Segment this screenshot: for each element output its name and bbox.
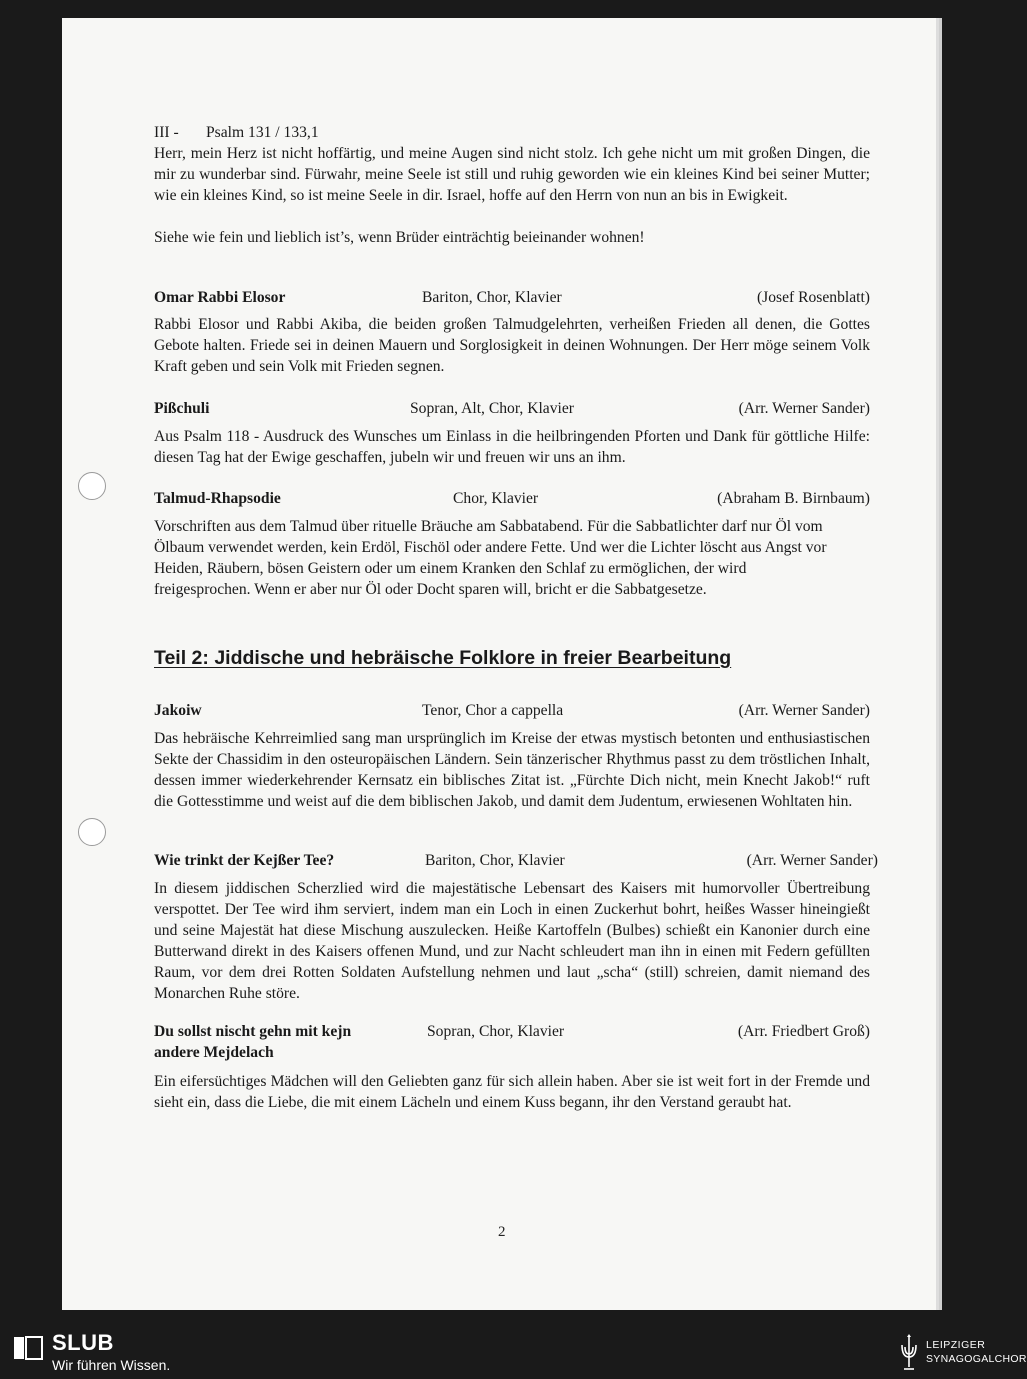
- item-credit: (Arr. Werner Sander): [738, 702, 870, 719]
- page-number: 2: [498, 1224, 506, 1240]
- item-voices: Sopran, Alt, Chor, Klavier: [410, 400, 574, 417]
- item-voices: Bariton, Chor, Klavier: [422, 289, 562, 306]
- item-description: In diesem jiddischen Scherzlied wird die majestätische Lebensart des Kaisers mit humorvoller Übertreibung verspottet. Der Tee wird ihm serviert, indem man ein Loch in einen Zuckerhut bohrt, heißes Wasser hineingießt und seine Majestät hat diese Mischung auszulecken. Heiße Kartoffeln (Bulbes) schießt ein Kanonier durch eine Butterwand direkt in des Kaisers offenen Mund, und zur Nacht schleudert man ihn in einen mit Federn gefüllten Raum, vor dem drei Rotten Soldaten Aufstellung nehmen und laut „scha“ (still) schreien, damit niemand des Monarchen Ruhe störe.: [154, 880, 870, 1002]
- psalm-reference: Psalm 131 / 133,1: [206, 124, 319, 141]
- menorah-icon: [898, 1333, 920, 1373]
- item-description: Vorschriften aus dem Talmud über rituelle Bräuche am Sabbatabend. Für die Sabbatlichter darf nur Öl vom Ölbaum verwendet werden, kein Erdöl, Fischöl oder andere Fette. Und wer die Lichter löscht aus Angst vor Heiden, Räubern, bösen Geistern oder um einem Kranken den Schlaf zu ermöglichen, der wird freigesprochen. Wenn er aber nur Öl oder Docht sparen will, bricht er die Sabbatgesetze.: [154, 518, 827, 598]
- item-credit: (Abraham B. Birnbaum): [717, 490, 870, 507]
- psalm-roman: III -: [154, 124, 179, 141]
- slub-tagline: Wir führen Wissen.: [52, 1357, 171, 1373]
- psalm-text: Herr, mein Herz ist nicht hoffärtig, und meine Augen sind nicht stolz. Ich gehe nicht um mit großen Dingen, die mir zu wunderbar sind. Fürwahr, meine Seele ist still und ruhig geworden wie ein kleines Kind bei seiner Mutter; wie ein kleines Kind, so ist meine Seele in dir. Israel, hoffe auf den Herrn von nun an bis in Ewigkeit.: [154, 145, 870, 204]
- item-voices: Sopran, Chor, Klavier: [427, 1023, 565, 1040]
- item-voices: Bariton, Chor, Klavier: [425, 852, 565, 869]
- item-description: Ein eifersüchtiges Mädchen will den Geliebten ganz für sich allein haben. Aber sie ist weit fort in der Fremde und sieht ein, dass die Liebe, die mit einem Lächeln und einem Kuss begann, ihr den Verstand geraubt hat.: [154, 1073, 870, 1111]
- item-title: Omar Rabbi Elosor: [154, 289, 286, 306]
- item-description: Rabbi Elosor und Rabbi Akiba, die beiden großen Talmudgelehrten, verheißen Frieden all denen, die Gottes Gebote halten. Friede sei in deinen Mauern und Sorglosigkeit in deinen Wohnungen. Der Herr möge seinem Volk Kraft geben und sein Volk mit Frieden segnen.: [154, 316, 870, 375]
- viewer-footer: [0, 1329, 1027, 1379]
- item-description: Das hebräische Kehrreimlied sang man ursprünglich im Kreise der etwas mystisch betonten und enthusiastischen Sekte der Chassidim in den osteuropäischen Ländern. Sein tänzerischer Rhythmus passt zu dem tröstlichen Inhalt, dessen immer wiederkehrender Kernsatz ein biblisches Zitat ist. „Fürchte Dich nicht, mein Knecht Jakob!“ ruft die Gottesstimme und weist auf die dem biblischen Jakob, und damit dem Judentum, erwiesenen Wohltaten hin.: [154, 730, 870, 810]
- program-item-header: [154, 700, 870, 722]
- item-voices: Tenor, Chor a cappella: [422, 702, 564, 719]
- program-item-header: [154, 398, 870, 420]
- item-voices: Chor, Klavier: [453, 490, 539, 507]
- section-heading: Teil 2: Jiddische und hebräische Folklore in freier Bearbeitung: [154, 647, 732, 669]
- item-credit: (Arr. Werner Sander): [746, 852, 878, 869]
- item-title: Du sollst nischt gehn mit kejn: [154, 1023, 352, 1040]
- partner-name-line-2: SYNAGOGALCHOR: [926, 1353, 1027, 1365]
- slub-logo-icon: [14, 1337, 42, 1359]
- item-title: Talmud-Rhapsodie: [154, 490, 281, 507]
- item-credit: (Arr. Friedbert Groß): [737, 1023, 870, 1040]
- item-title: Pißchuli: [154, 400, 210, 417]
- program-item-header: [154, 850, 878, 872]
- psalm-text-2: Siehe wie fein und lieblich ist’s, wenn Brüder einträchtig beieinander wohnen!: [154, 229, 645, 246]
- item-title-line-2: andere Mejdelach: [154, 1044, 274, 1061]
- item-credit: (Arr. Werner Sander): [738, 400, 870, 417]
- punch-hole: [78, 472, 106, 500]
- program-item-header: [154, 488, 870, 510]
- punch-hole: [78, 818, 106, 846]
- document-page: [62, 18, 936, 1310]
- program-item-header: [154, 1021, 870, 1065]
- partner-name-line-1: LEIPZIGER: [926, 1339, 986, 1351]
- item-title: Jakoiw: [154, 702, 202, 719]
- item-credit: (Josef Rosenblatt): [756, 289, 870, 306]
- slub-brand: SLUB: [52, 1330, 114, 1355]
- item-description: Aus Psalm 118 - Ausdruck des Wunsches um Einlass in die heilbringenden Pforten und Dank für göttliche Hilfe: diesen Tag hat der Ewige geschaffen, jubeln wir und freuen wir uns an ihm.: [154, 428, 870, 466]
- item-title: Wie trinkt der Kejßer Tee?: [154, 852, 335, 869]
- program-item-header: [154, 287, 870, 309]
